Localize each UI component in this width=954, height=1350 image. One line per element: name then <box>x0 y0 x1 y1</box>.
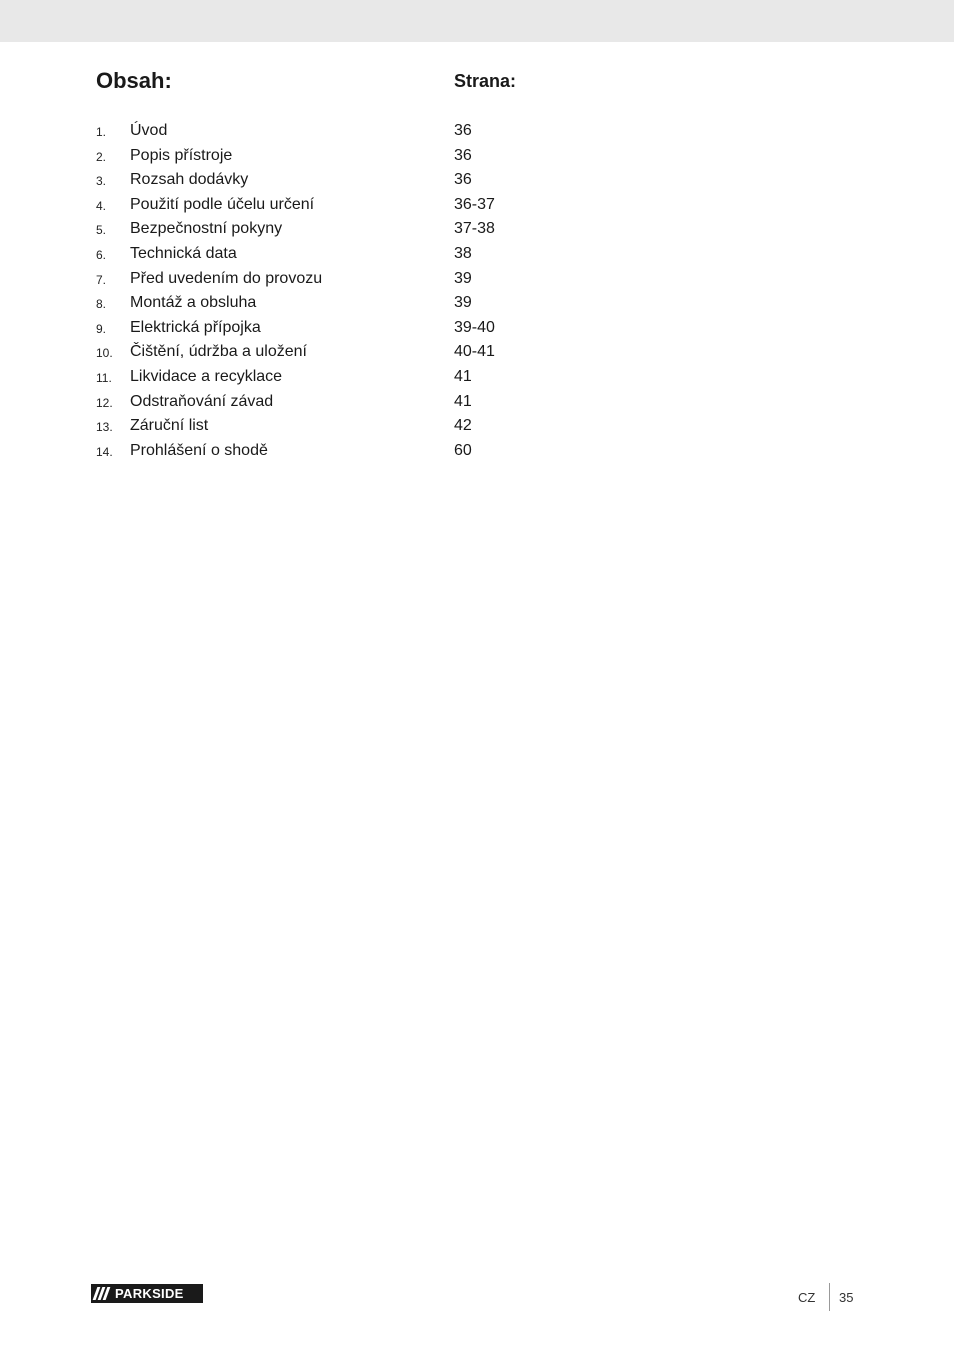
page-column-heading: Strana: <box>454 71 517 91</box>
toc-number: 4. <box>96 198 107 213</box>
toc-number: 14. <box>96 444 113 459</box>
toc-row[interactable] <box>96 294 596 319</box>
toc-number: 7. <box>96 272 107 287</box>
toc-title: Elektrická přípojka <box>130 318 261 336</box>
toc-number: 11. <box>96 370 112 385</box>
toc-page: 36 <box>454 171 472 189</box>
toc-row[interactable] <box>96 245 596 270</box>
toc-page: 41 <box>454 392 472 410</box>
top-band <box>0 0 954 42</box>
page-number: 35 <box>839 1290 854 1305</box>
toc-page: 60 <box>454 441 472 459</box>
toc-number: 10. <box>96 346 113 361</box>
toc-number: 3. <box>96 174 107 189</box>
toc-title: Rozsah dodávky <box>130 171 249 189</box>
toc-page: 40-41 <box>454 343 495 361</box>
toc-row[interactable] <box>96 393 596 418</box>
toc-page: 42 <box>454 417 472 435</box>
toc-title: Likvidace a recyklace <box>130 367 283 385</box>
toc-row[interactable] <box>96 196 596 221</box>
toc-row[interactable] <box>96 343 596 368</box>
toc-title: Technická data <box>130 244 237 262</box>
toc-page: 39 <box>454 269 472 287</box>
toc-row[interactable] <box>96 270 596 295</box>
toc-row[interactable] <box>96 220 596 245</box>
toc-page: 39 <box>454 294 472 312</box>
toc-number: 1. <box>96 125 107 139</box>
toc-page: 39-40 <box>454 318 495 336</box>
toc-number: 13. <box>96 420 113 435</box>
toc-title: Montáž a obsluha <box>130 294 257 312</box>
toc-number: 6. <box>96 247 107 262</box>
toc-title: Prohlášení o shodě <box>130 441 268 459</box>
toc-title: Odstraňování závad <box>130 392 274 410</box>
toc-page: 36 <box>454 146 472 164</box>
toc-title: Úvod <box>130 122 168 139</box>
toc-row[interactable] <box>96 171 596 196</box>
toc-page: 41 <box>454 367 472 385</box>
language-code: CZ <box>798 1290 816 1305</box>
toc-number: 12. <box>96 395 113 410</box>
toc-title: Bezpečnostní pokyny <box>130 220 283 238</box>
toc-row[interactable] <box>96 417 596 442</box>
table-of-contents <box>96 122 596 466</box>
parkside-logo <box>91 1284 203 1303</box>
toc-page: 36-37 <box>454 195 495 213</box>
toc-number: 5. <box>96 223 107 238</box>
page-title: Obsah: <box>96 68 172 93</box>
toc-row[interactable] <box>96 442 596 467</box>
toc-title: Záruční list <box>130 417 209 435</box>
toc-row[interactable] <box>96 147 596 172</box>
toc-page: 37-38 <box>454 220 495 238</box>
brand-name: PARKSIDE <box>115 1286 184 1301</box>
toc-number: 9. <box>96 321 107 336</box>
footer-divider <box>829 1283 830 1311</box>
brand-slashes-icon <box>95 1287 113 1300</box>
toc-page: 36 <box>454 122 472 139</box>
toc-title: Použití podle účelu určení <box>130 195 315 213</box>
toc-number: 2. <box>96 149 107 164</box>
toc-title: Čištění, údržba a uložení <box>130 343 307 361</box>
toc-page: 38 <box>454 244 472 262</box>
toc-title: Popis přístroje <box>130 146 233 164</box>
toc-number: 8. <box>96 297 107 312</box>
toc-row[interactable] <box>96 319 596 344</box>
toc-row[interactable] <box>96 122 596 147</box>
toc-title: Před uvedením do provozu <box>130 269 323 287</box>
toc-row[interactable] <box>96 368 596 393</box>
